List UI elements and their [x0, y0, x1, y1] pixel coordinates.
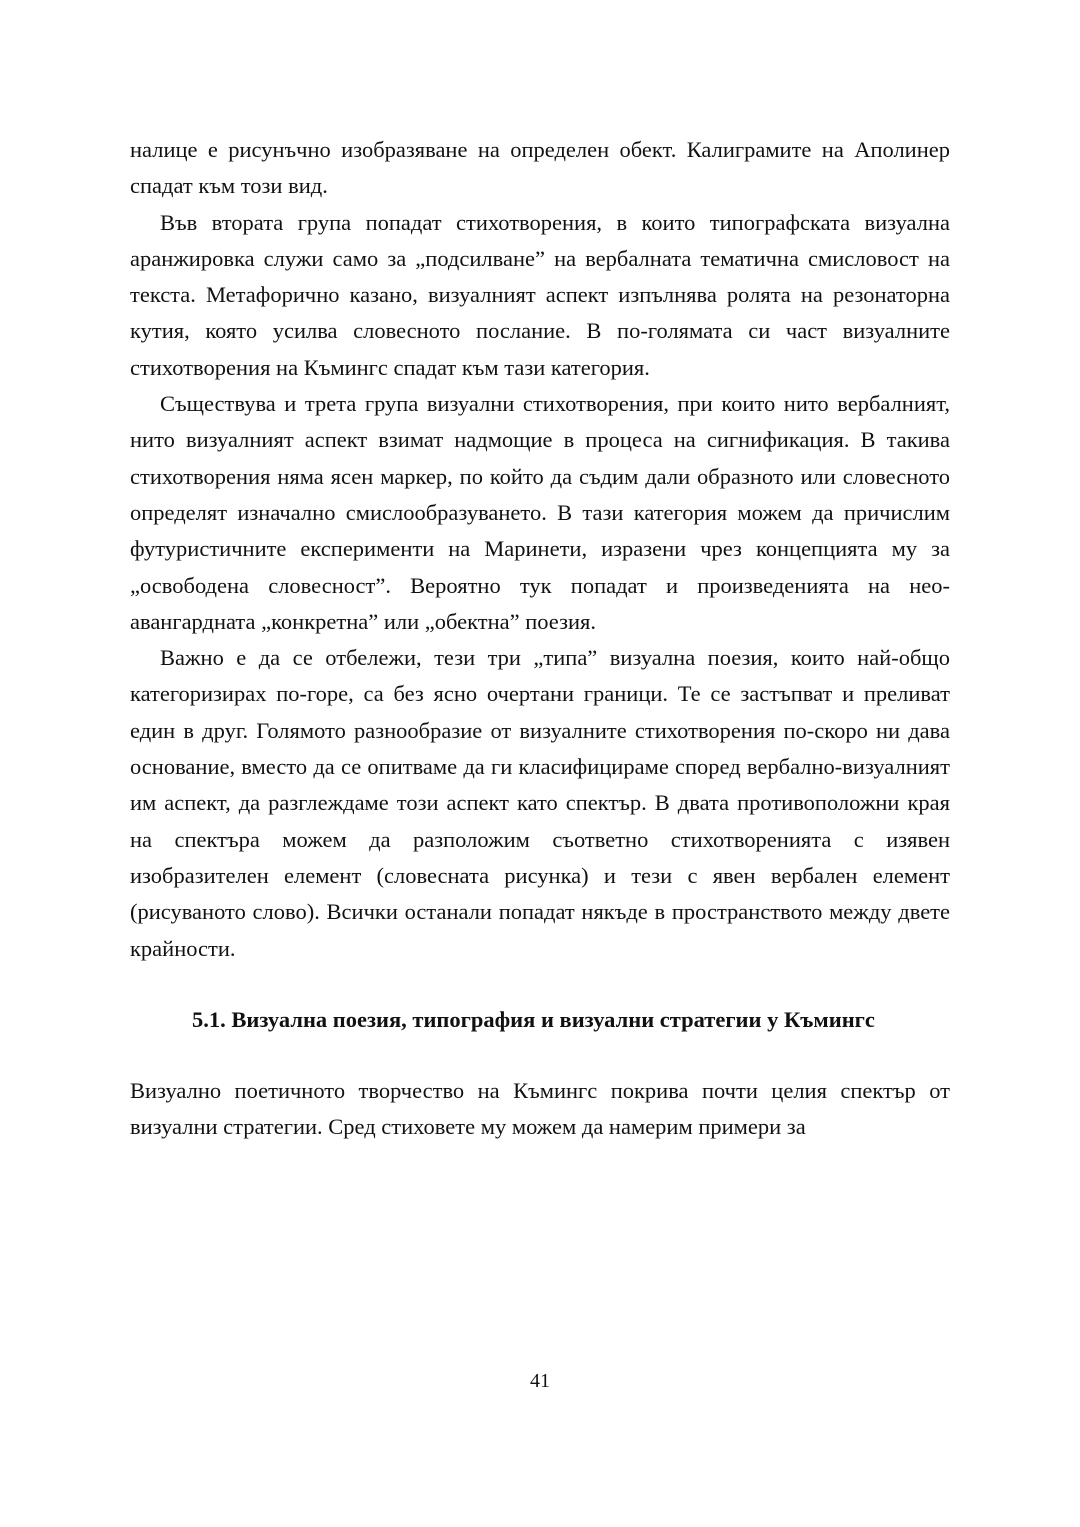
paragraph-third-group: Съществува и трета група визуални стихотворения, при които нито вербалният, нито визуалният аспект взимат надмощие в процеса на сигнификация. В такива стихотворения няма ясен маркер, по който да съдим дали образното или словесното определят изначално смислообразуването. В тази категория можем да причислим футуристичните експерименти на Маринети, изразени чрез концепцията му за „освободена словесност”. Вероятно тук попадат и произведенията на нео-авангардната „конкретна” или „обектна” поезия. [130, 391, 950, 634]
section-heading: 5.1. Визуална поезия, типография и визуални стратегии у Къмингс [192, 1006, 875, 1032]
paragraph-second-group: Във втората група попадат стихотворения, в които типографската визуална аранжировка служи само за „подсилване” на вербалната тематична смисловост на текста. Метафорично казано, визуалният аспект изпълнява ролята на резонаторна кутия, която усилва словесното послание. В по-голямата си част визуалните стихотворения на Къмингс спадат към тази категория. [130, 209, 950, 380]
paragraph-continuation: налице е рисунъчно изобразяване на определен обект. Калиграмите на Аполинер спадат към този вид. [130, 137, 950, 199]
page-number: 41 [530, 1370, 550, 1392]
paragraph-section-intro: Визуално поетичното творчество на Къмингс покрива почти целия спектър от визуални стратегии. Сред стиховете му можем да намерим примери за [130, 1078, 950, 1140]
paragraph-spectrum: Важно е да се отбележи, тези три „типа” визуална поезия, които най-общо категоризирах по-горе, са без ясно очертани граници. Те се застъпват и преливат един в друг. Голямото разнообразие от визуалните стихотворения по-скоро ни дава основание, вместо да се опитваме да ги класифицираме според вербално-визуалният им аспект, да разглеждаме този аспект като спектър. В двата противоположни края на спектъра можем да разположим съответно стихотворенията с изявен изобразителен елемент (словесната рисунка) и тези с явен вербален елемент (рисуваното слово). Всички останали попадат някъде в пространството между двете крайности. [130, 645, 950, 961]
page-body [130, 132, 950, 1146]
